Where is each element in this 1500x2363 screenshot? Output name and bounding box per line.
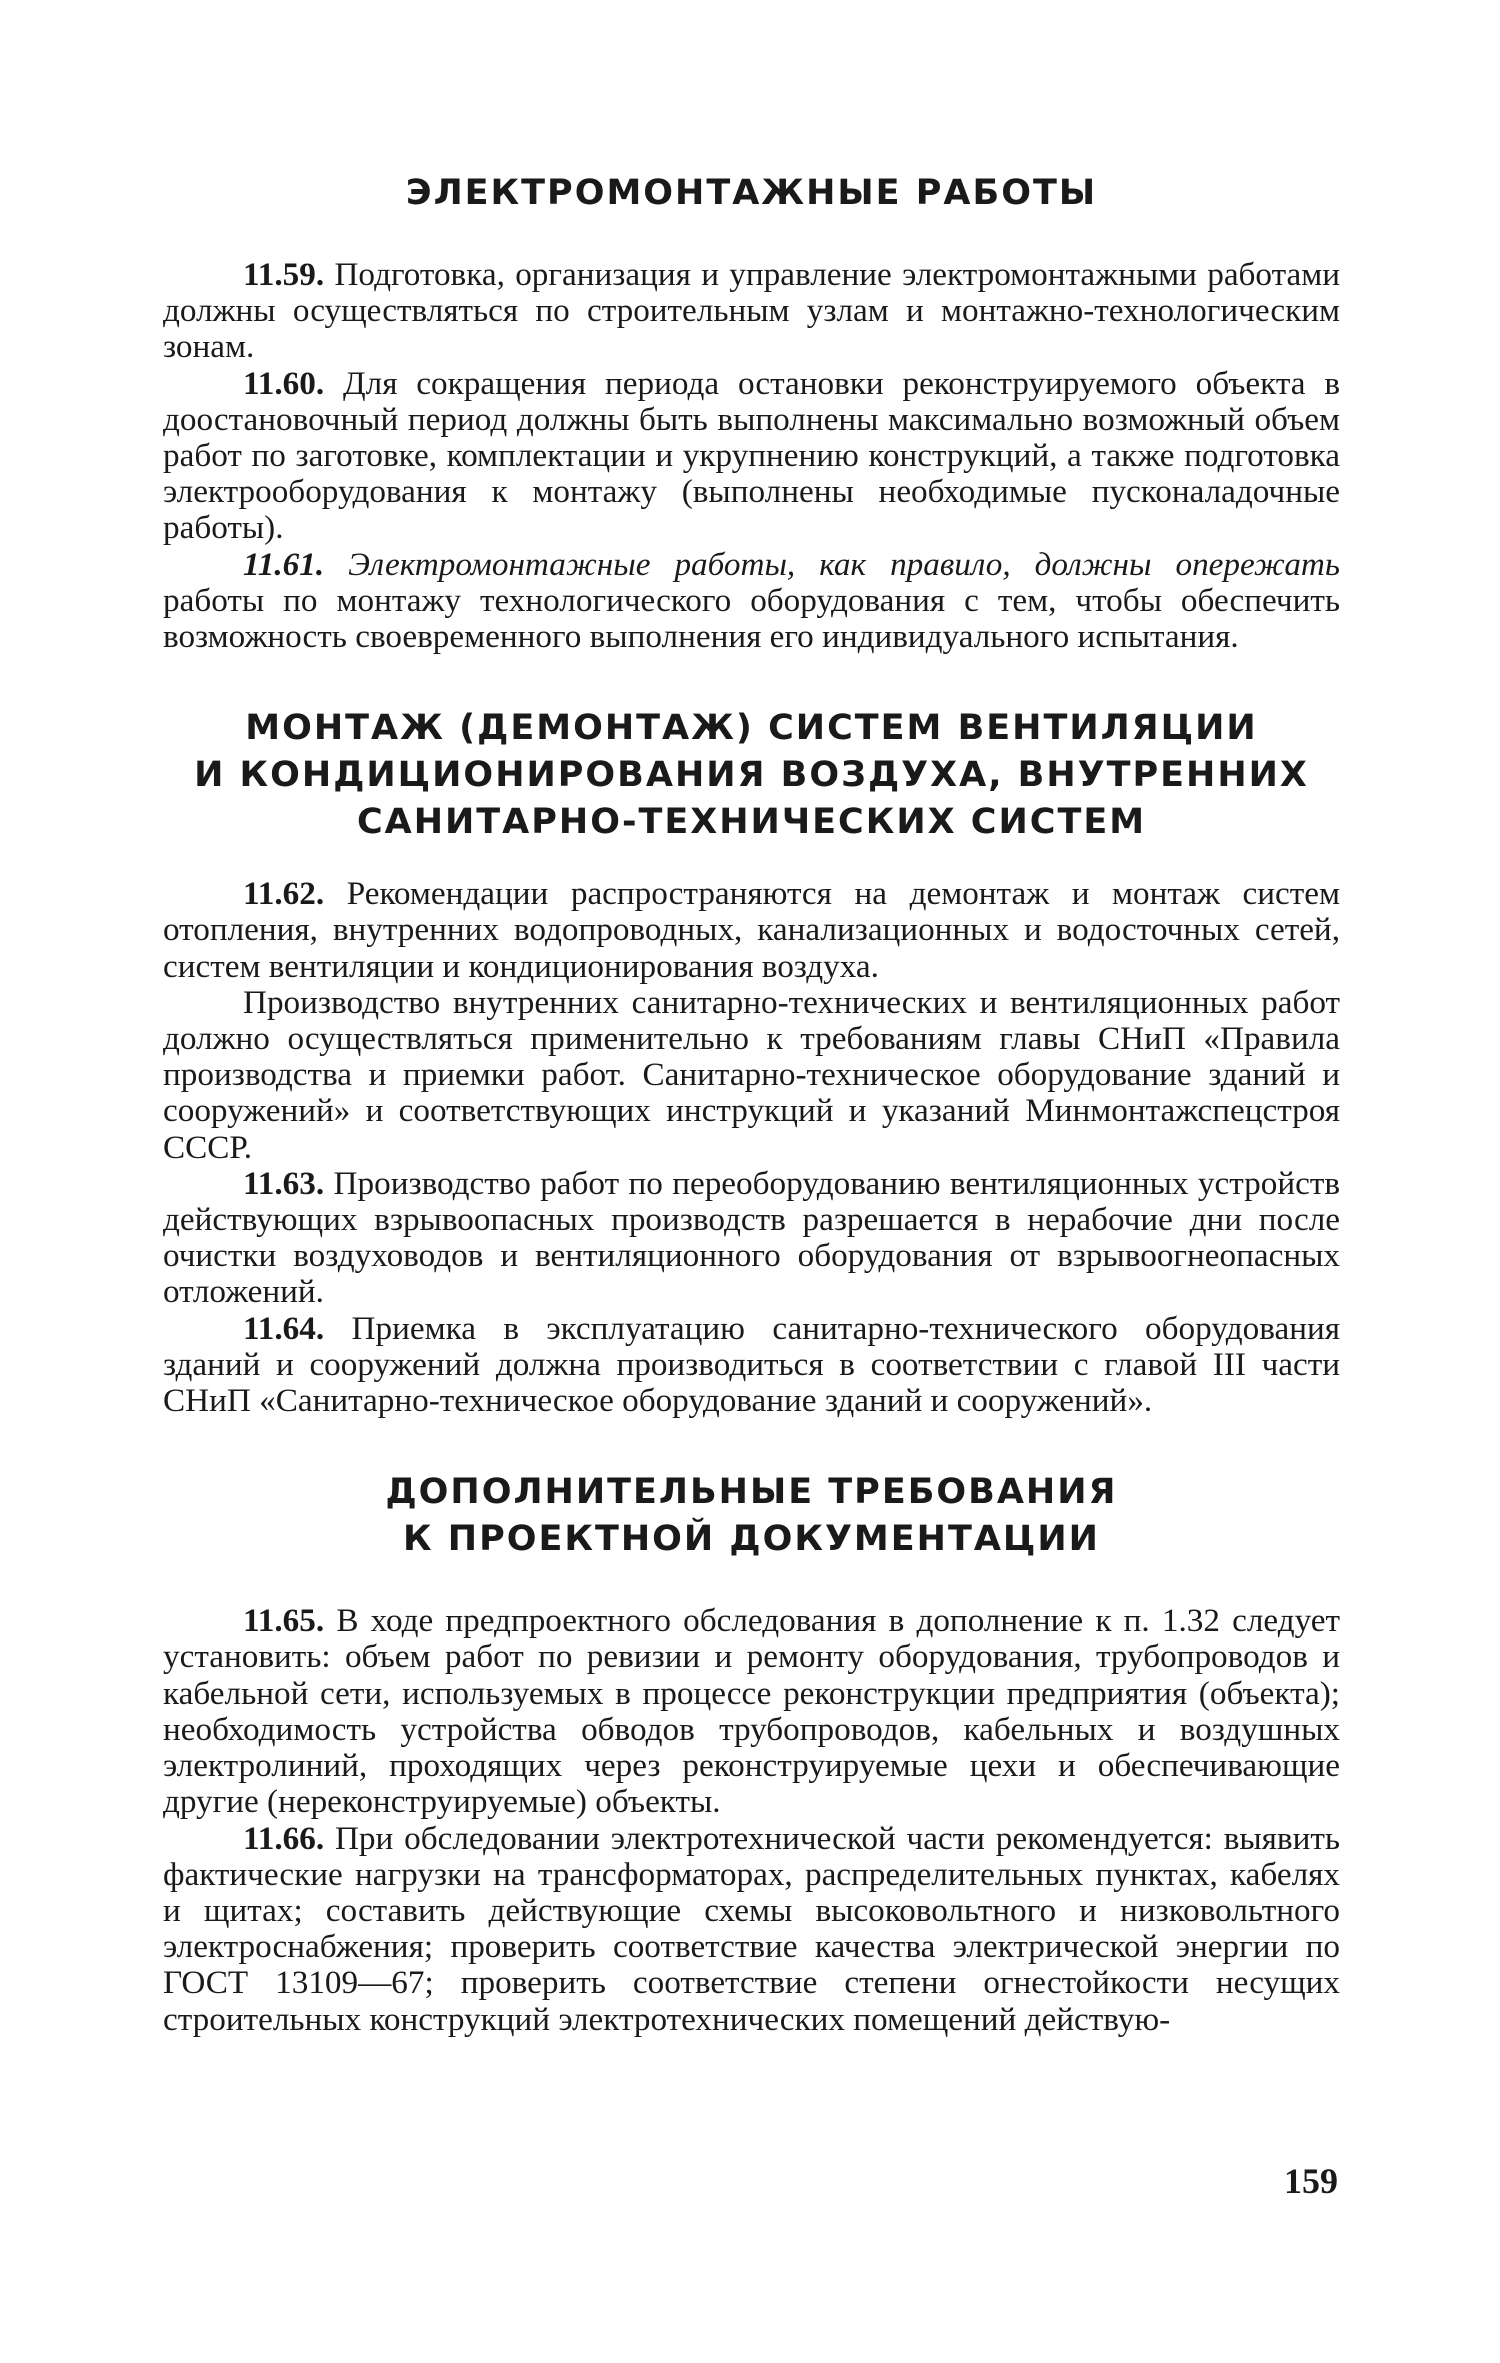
paragraph-text: При обследовании электротехнической части рекомендуется: выявить фактические нагрузки на трансформаторах, распределительных пунктах, кабелях и щитах; составить действующие схемы высоковольтного и низковольтного электроснабжения; проверить соответствие качества электрической энергии по ГОСТ 13109—67; проверить соответствие степени огнестойкости несущих строительных конструкций электротехнических помещений действую- bbox=[163, 1819, 1340, 2038]
paragraph-11-62 bbox=[163, 876, 1340, 985]
paragraph-italic-text: Электромонтажные работы, как правило, должны опережать bbox=[348, 545, 1341, 583]
paragraph-11-59 bbox=[163, 257, 1340, 366]
paragraph-number: 11.61. bbox=[243, 545, 325, 583]
paragraph-number: 11.59. bbox=[243, 256, 325, 293]
section-heading: ЭЛЕКТРОМОНТАЖНЫЕ РАБОТЫ bbox=[405, 173, 1098, 213]
paragraph-11-65 bbox=[163, 1603, 1340, 1820]
paragraph-text: Для сокращения периода остановки реконструируемого объекта в доостановочный период должны быть выполнены максимально возможный объем работ по заготовке, комплектации и укрупнению конструкций, а также подготовка электрооборудования к монтажу (выполнены необходимые пусконаладочные работы). bbox=[163, 364, 1340, 547]
paragraph-text: Производство работ по переоборудованию вентиляционных устройств действующих взрывоопасных производств разрешается в нерабочие дни после очистки воздуховодов и вентиляционного оборудования от взрывоогнеопасных отложений. bbox=[163, 1164, 1340, 1311]
paragraph-text: Рекомендации распространяются на демонтаж и монтаж систем отопления, внутренних водопроводных, канализационных и водосточных сетей, систем вентиляции и кондиционирования воздуха. bbox=[163, 875, 1341, 985]
paragraph-number: 11.64. bbox=[243, 1309, 325, 1347]
section-heading: МОНТАЖ (ДЕМОНТАЖ) СИСТЕМ ВЕНТИЛЯЦИИ И КОНДИЦИОНИРОВАНИЯ ВОЗДУХА, ВНУТРЕННИХ САНИТАРНО-ТЕХНИЧЕСКИХ СИСТЕМ bbox=[194, 708, 1309, 843]
paragraph-text: Подготовка, организация и управление электромонтажными работами должны осуществляться по строительным узлам и монтажно-технологическим зонам. bbox=[163, 256, 1340, 366]
paragraph-number: 11.65. bbox=[243, 1602, 325, 1640]
section-ventilation-sanitary bbox=[163, 705, 1340, 1419]
paragraph-11-61 bbox=[163, 547, 1340, 656]
paragraph-number: 11.62. bbox=[243, 875, 325, 913]
paragraph-number: 11.63. bbox=[243, 1164, 325, 1202]
paragraph-number: 11.66. bbox=[243, 1819, 325, 1857]
paragraph-text: Приемка в эксплуатацию санитарно-технического оборудования зданий и сооружений должна производиться в соответствии с главой III части СНиП «Санитарно-техническое оборудование зданий и сооружений». bbox=[163, 1309, 1341, 1420]
paragraph-11-63 bbox=[163, 1166, 1340, 1311]
paragraph-11-60 bbox=[163, 366, 1340, 547]
section-heading: ДОПОЛНИТЕЛЬНЫЕ ТРЕБОВАНИЯ К ПРОЕКТНОЙ ДОКУМЕНТАЦИИ bbox=[385, 1472, 1118, 1560]
section-design-docs bbox=[163, 1469, 1340, 2037]
page-number: 159 bbox=[1284, 2161, 1338, 2201]
section-electrical-works bbox=[163, 170, 1340, 655]
paragraph-11-66 bbox=[163, 1821, 1340, 2038]
paragraph-text: Производство внутренних санитарно-технических и вентиляционных работ должно осуществляться применительно к требованиям главы СНиП «Правила производства и приемки работ. Санитарно-техническое оборудование зданий и сооружений» и соответствующих инструкций и указаний Минмонтажспецстроя СССР. bbox=[163, 983, 1340, 1166]
paragraph-text: работы по монтажу технологического оборудования с тем, чтобы обеспечить возможность своевременного выполнения его индивидуального испытания. bbox=[163, 581, 1340, 656]
paragraph-snip bbox=[163, 985, 1340, 1166]
paragraph-11-64 bbox=[163, 1311, 1340, 1420]
paragraph-text: В ходе предпроектного обследования в дополнение к п. 1.32 следует установить: объем работ по ревизии и ремонту оборудования, трубопроводов и кабельной сети, используемых в процессе реконструкции предприятия (объекта); необходимость устройства обводов трубопроводов, кабельных и воздушных электролиний, проходящих через реконструируемые цехи и обеспечивающие другие (нереконструируемые) объекты. bbox=[163, 1602, 1340, 1821]
paragraph-number: 11.60. bbox=[243, 364, 325, 402]
